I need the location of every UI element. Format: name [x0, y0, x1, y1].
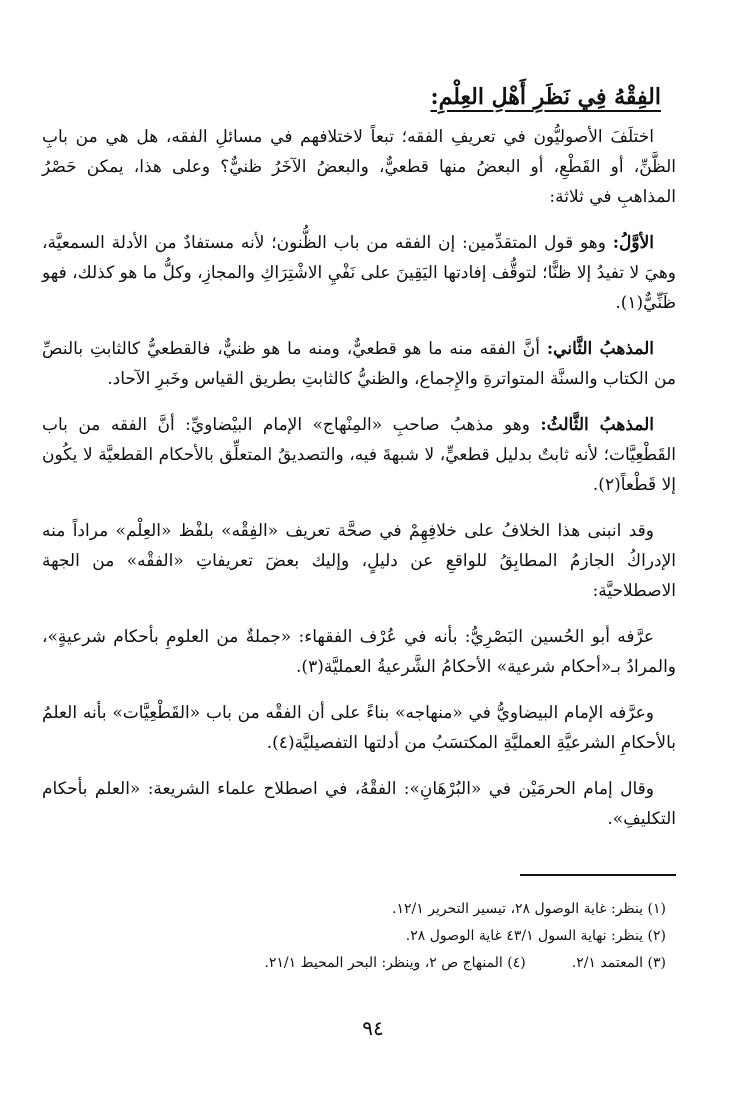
- definitions-intro-paragraph: وقد انبنى هذا الخلافُ على خلافِهِمْ في صحَّة تعريف «الفِقْه» بلفْظ «العِلْم» مراداً منه الإدراكُ الجازمُ المطابِقُ للواقعِ عن دليلٍ، وإليك بعضَ تعريفاتِ «الفقْه» من الجهة الاصطلاحيَّة:: [42, 521, 676, 601]
- footnote-4: (٤) المنهاج ص ٢، وينظر: البحر المحيط ٢١/١.: [264, 955, 526, 971]
- second-view-paragraph: [42, 334, 676, 394]
- footnote-divider: [520, 874, 676, 876]
- footnote-3: (٣) المعتمد ٢/١.: [571, 955, 666, 971]
- basri-definition-paragraph: عرَّفه أبو الحُسين البَصْرِيُّ: بأنه في عُرْف الفقهاء: «جملةٌ من العلومِ بأحكام شرعيةٍ»، والمرادُ بـ«أحكام شرعية» الأحكامُ الشَّرعيةُ العمليَّة(٣).: [42, 627, 676, 677]
- footnote-line: [60, 950, 666, 977]
- footnote-line: [60, 923, 666, 950]
- baydawi-definition-paragraph: وعرَّفه الإمام البيضاويُّ في «منهاجه» بناءً على أن الفقْه من باب «القَطْعِيَّات» بأنه العلمُ بالأحكامِ الشرعيَّةِ العمليَّةِ المكتسَبُ من أدلتها التفصيليَّة(٤).: [42, 703, 676, 753]
- haramayn-definition-paragraph: وقال إمام الحرمَيْن في «البُرْهَانِ»: الفقْهُ، في اصطلاح علماء الشريعة: «العلم بأحكام التكليفِ».: [42, 779, 676, 829]
- footnote-1: (١) ينظر: غاية الوصول ٢٨، تيسير التحرير ١٢/١.: [392, 901, 666, 917]
- first-view-text: وهو قول المتقدِّمين: إن الفقه من باب الظُّنون؛ لأنه مستفادٌ من الأدلة السمعيَّة، وهيَ لا تفيدُ إلا ظنًّا؛ لتوقُّف إفادتها اليَقِينَ على نَفْيِ الاشْتِرَاكِ والمجازِ، وكلُّ ما هو كذلك، فهو ظَنِّيٌّ(١).: [42, 233, 676, 313]
- first-view-paragraph: [42, 228, 676, 318]
- second-view-lead: المذهبُ الثَّاني:: [546, 339, 654, 359]
- section-heading: الفِقْهُ فِي نَظَرِ أَهْلِ العِلْمِ:: [430, 84, 661, 110]
- footnote-line: [60, 896, 666, 923]
- third-view-text: وهو مذهبُ صاحبِ «المِنْهاج» الإمام البيْضاويِّ: أنَّ الفقه من باب القَطْعِيَّات؛ لأنه ثابتٌ بدليل قطعيٍّ، لا شبهةَ فيه، والتصديقُ المتعلِّق بالأحكام القطعيَّة لا يكُون إلا قَطْعاً(٢).: [42, 415, 676, 495]
- body-text: [42, 122, 676, 850]
- first-view-lead: الأوَّلُ:: [612, 233, 654, 253]
- footnotes: [60, 896, 666, 977]
- second-view-text: أنَّ الفقه منه ما هو قطعيٌّ، ومنه ما هو ظنيٌّ، فالقطعيُّ كالثابتِ بالنصِّ من الكتاب والسنَّة المتواترةِ والإِجماع، والظنيُّ كالثابتِ بطريق القياس وخَبرِ الآحاد.: [42, 339, 676, 389]
- footnote-2: (٢) ينظر: نهاية السول ٤٣/١ غاية الوصول ٢٨.: [405, 928, 666, 944]
- third-view-lead: المذهبُ الثَّالثُ:: [540, 415, 654, 435]
- page-number: ٩٤: [362, 1016, 384, 1040]
- third-view-paragraph: [42, 410, 676, 500]
- intro-paragraph: اختلَفَ الأصوليُّون في تعريفِ الفقه؛ تبعاً لاختلافهم في مسائلِ الفقه، هل هي من بابِ الظَّنِّ، أو القَطْعِ، أو البعضُ منها قطعيٌّ، والبعضُ الآخَرُ ظنيٌّ؟ وعلى هذا، يمكن حَصْرُ المذاهبِ في ثلاثة:: [42, 127, 676, 207]
